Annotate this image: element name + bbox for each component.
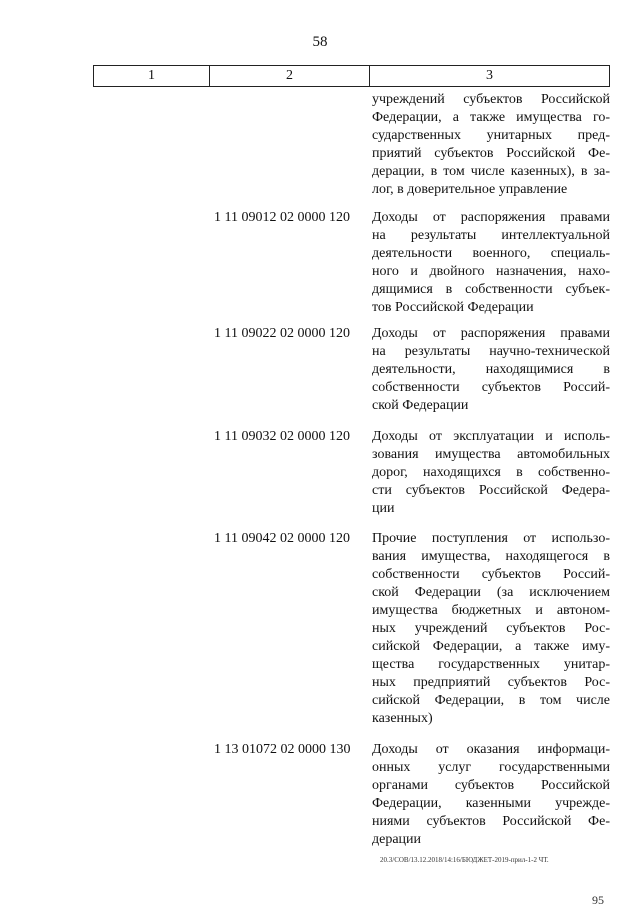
description-line: собственности субъектов Россий-	[372, 380, 610, 395]
description-line: Федерации, казенными учрежде-	[372, 796, 610, 811]
description-line: сийской Федерации, а также иму-	[372, 639, 610, 654]
description-line: деятельности, находящимися в	[372, 362, 610, 377]
description-line: лог, в доверительное управление	[372, 182, 568, 197]
description-line: сти субъектов Российской Федера-	[372, 483, 610, 498]
income-description	[372, 741, 610, 849]
description-line: дерации, в том числе казенных), в за-	[372, 164, 610, 179]
description-line: вания имущества, находящегося в	[372, 549, 610, 564]
corner-page-mark: 95	[592, 893, 604, 907]
document-footer: 20.3/СОВ/13.12.2018/14:16/БЮДЖЕТ-2019-прил-1-2 ЧТ.	[380, 856, 549, 864]
description-line: тов Российской Федерации	[372, 300, 534, 315]
description-line: Доходы от распоряжения правами	[372, 210, 610, 225]
description-line: дящимися в собственности субъек-	[372, 282, 610, 297]
description-line: зования имущества автомобильных	[372, 447, 610, 462]
header-col-2: 2	[210, 66, 370, 86]
budget-code: 1 11 09022 02 0000 120	[214, 326, 350, 341]
description-line: щества государственных унитар-	[372, 657, 610, 672]
description-line: Прочие поступления от использо-	[372, 531, 610, 546]
income-description	[372, 325, 610, 415]
description-line: сийской Федерации, в том числе	[372, 693, 610, 708]
page-number: 58	[312, 34, 328, 50]
description-line: ской Федерации	[372, 398, 469, 413]
description-line: Федерации, а также имущества го-	[372, 110, 610, 125]
description-line: ного и двойного назначения, нахо-	[372, 264, 610, 279]
description-line: ниями субъектов Российской Фе-	[372, 814, 610, 829]
description-line: онных услуг государственными	[372, 760, 610, 775]
income-description	[372, 209, 610, 317]
description-line: имущества бюджетных и автоном-	[372, 603, 610, 618]
description-line: Доходы от оказания информаци-	[372, 742, 610, 757]
description-line: ных учреждений субъектов Рос-	[372, 621, 610, 636]
description-line: Доходы от распоряжения правами	[372, 326, 610, 341]
description-line: ской Федерации (за исключением	[372, 585, 610, 600]
income-description	[372, 530, 610, 728]
header-col-1: 1	[94, 66, 210, 86]
description-line: на результаты интеллектуальной	[372, 228, 610, 243]
budget-code: 1 13 01072 02 0000 130	[214, 742, 351, 757]
description-line: деятельности военного, специаль-	[372, 246, 610, 261]
description-line: ных предприятий субъектов Рос-	[372, 675, 610, 690]
header-col-3: 3	[486, 68, 493, 83]
description-line: дерации	[372, 832, 422, 847]
description-line: собственности субъектов Россий-	[372, 567, 610, 582]
income-description	[372, 428, 610, 518]
description-line: сударственных унитарных пред-	[372, 128, 610, 143]
budget-code: 1 11 09012 02 0000 120	[214, 210, 350, 225]
description-line: дорог, находящихся в собственно-	[372, 465, 610, 480]
budget-code: 1 11 09032 02 0000 120	[214, 429, 350, 444]
description-line: на результаты научно-технической	[372, 344, 610, 359]
description-line: казенных)	[372, 711, 433, 726]
description-line: учреждений субъектов Российской	[372, 92, 610, 107]
description-line: ции	[372, 501, 395, 516]
income-description	[372, 91, 610, 199]
description-line: органами субъектов Российской	[372, 778, 610, 793]
budget-code: 1 11 09042 02 0000 120	[214, 531, 350, 546]
description-line: Доходы от эксплуатации и исполь-	[372, 429, 610, 444]
table-header	[93, 65, 610, 87]
description-line: приятий субъектов Российской Фе-	[372, 146, 610, 161]
